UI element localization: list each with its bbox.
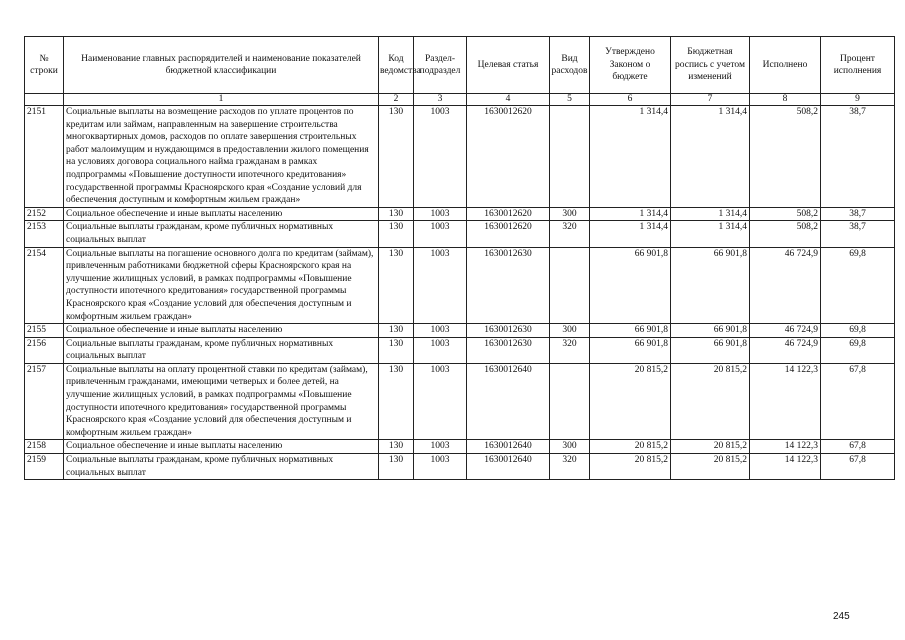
row-number: 2152 <box>25 207 64 221</box>
row-revised: 1 314,4 <box>671 221 750 247</box>
row-executed: 14 122,3 <box>750 454 821 480</box>
row-revised: 1 314,4 <box>671 207 750 221</box>
row-executed: 508,2 <box>750 106 821 208</box>
row-exp-type: 320 <box>550 454 590 480</box>
row-target: 1630012630 <box>467 337 550 363</box>
table-row <box>25 207 895 221</box>
column-number: 2 <box>379 94 414 106</box>
column-number: 1 <box>64 94 379 106</box>
row-name: Социальное обеспечение и иные выплаты населению <box>64 324 379 338</box>
row-target: 1630012630 <box>467 324 550 338</box>
header-section: Раздел-подраздел <box>414 37 467 94</box>
row-executed: 46 724,9 <box>750 337 821 363</box>
row-section: 1003 <box>414 221 467 247</box>
row-revised: 66 901,8 <box>671 324 750 338</box>
row-revised: 20 815,2 <box>671 454 750 480</box>
row-approved: 1 314,4 <box>590 207 671 221</box>
row-section: 1003 <box>414 207 467 221</box>
row-section: 1003 <box>414 440 467 454</box>
row-approved: 1 314,4 <box>590 221 671 247</box>
header-exp-type: Вид расходов <box>550 37 590 94</box>
row-dept-code: 130 <box>379 324 414 338</box>
table-header-row <box>25 37 895 94</box>
header-dept-code: Код ведомства <box>379 37 414 94</box>
row-percent: 67,8 <box>821 454 895 480</box>
row-exp-type <box>550 363 590 440</box>
row-section: 1003 <box>414 106 467 208</box>
row-revised: 66 901,8 <box>671 247 750 324</box>
table-row <box>25 221 895 247</box>
column-number: 7 <box>671 94 750 106</box>
row-target: 1630012620 <box>467 221 550 247</box>
row-percent: 67,8 <box>821 363 895 440</box>
row-number: 2154 <box>25 247 64 324</box>
row-approved: 66 901,8 <box>590 337 671 363</box>
row-exp-type <box>550 247 590 324</box>
row-number: 2153 <box>25 221 64 247</box>
row-revised: 1 314,4 <box>671 106 750 208</box>
row-name: Социальные выплаты гражданам, кроме публичных нормативных социальных выплат <box>64 221 379 247</box>
row-executed: 14 122,3 <box>750 363 821 440</box>
row-revised: 20 815,2 <box>671 440 750 454</box>
table-row <box>25 440 895 454</box>
row-number: 2156 <box>25 337 64 363</box>
row-target: 1630012640 <box>467 440 550 454</box>
table-row <box>25 106 895 208</box>
row-exp-type <box>550 106 590 208</box>
header-approved: Утверждено Законом о бюджете <box>590 37 671 94</box>
row-dept-code: 130 <box>379 363 414 440</box>
header-target: Целевая статья <box>467 37 550 94</box>
row-revised: 66 901,8 <box>671 337 750 363</box>
row-executed: 46 724,9 <box>750 247 821 324</box>
row-dept-code: 130 <box>379 207 414 221</box>
row-approved: 20 815,2 <box>590 454 671 480</box>
row-executed: 508,2 <box>750 221 821 247</box>
row-percent: 69,8 <box>821 324 895 338</box>
row-dept-code: 130 <box>379 454 414 480</box>
row-exp-type: 300 <box>550 207 590 221</box>
row-section: 1003 <box>414 337 467 363</box>
row-name: Социальные выплаты на погашение основного долга по кредитам (займам), привлеченным работниками бюджетной сферы Красноярского края на улучшение жилищных условий, в рамках подпрограммы «Повышение доступности ипотечного кредитования» государственной программы Красноярского края «Создание условий для обеспечения доступным и комфортным жильем граждан» <box>64 247 379 324</box>
table-row <box>25 337 895 363</box>
table-row <box>25 363 895 440</box>
row-exp-type: 300 <box>550 324 590 338</box>
table-row <box>25 247 895 324</box>
row-number: 2157 <box>25 363 64 440</box>
row-approved: 1 314,4 <box>590 106 671 208</box>
row-executed: 46 724,9 <box>750 324 821 338</box>
page-number: 245 <box>833 611 850 622</box>
row-dept-code: 130 <box>379 440 414 454</box>
row-number: 2159 <box>25 454 64 480</box>
row-approved: 20 815,2 <box>590 440 671 454</box>
header-row-no: № строки <box>25 37 64 94</box>
row-name: Социальные выплаты гражданам, кроме публичных нормативных социальных выплат <box>64 337 379 363</box>
row-approved: 66 901,8 <box>590 247 671 324</box>
column-number <box>25 94 64 106</box>
row-exp-type: 320 <box>550 221 590 247</box>
row-dept-code: 130 <box>379 106 414 208</box>
row-section: 1003 <box>414 363 467 440</box>
row-number: 2151 <box>25 106 64 208</box>
row-dept-code: 130 <box>379 337 414 363</box>
row-dept-code: 130 <box>379 221 414 247</box>
row-approved: 20 815,2 <box>590 363 671 440</box>
row-percent: 67,8 <box>821 440 895 454</box>
row-number: 2158 <box>25 440 64 454</box>
row-revised: 20 815,2 <box>671 363 750 440</box>
row-dept-code: 130 <box>379 247 414 324</box>
row-section: 1003 <box>414 454 467 480</box>
column-number-row <box>25 94 895 106</box>
row-name: Социальные выплаты на возмещение расходов по уплате процентов по кредитам или займам, направленным на завершение строительства многоквартирных домов, расходов по оплате завершения строительных работ малоимущим и нуждающимся в предоставлении жилого помещения на условиях договора социального найма гражданам в рамках подпрограммы «Повышение доступности ипотечного кредитования» государственной программы Красноярского края «Создание условий для обеспечения доступным и комфортным жильем граждан» <box>64 106 379 208</box>
header-executed: Исполнено <box>750 37 821 94</box>
row-percent: 38,7 <box>821 106 895 208</box>
row-percent: 69,8 <box>821 337 895 363</box>
table-row <box>25 454 895 480</box>
row-exp-type: 300 <box>550 440 590 454</box>
row-section: 1003 <box>414 247 467 324</box>
row-target: 1630012630 <box>467 247 550 324</box>
row-target: 1630012620 <box>467 207 550 221</box>
row-name: Социальное обеспечение и иные выплаты населению <box>64 440 379 454</box>
table-row <box>25 324 895 338</box>
row-approved: 66 901,8 <box>590 324 671 338</box>
row-executed: 14 122,3 <box>750 440 821 454</box>
row-executed: 508,2 <box>750 207 821 221</box>
row-target: 1630012640 <box>467 454 550 480</box>
row-target: 1630012640 <box>467 363 550 440</box>
column-number: 5 <box>550 94 590 106</box>
column-number: 8 <box>750 94 821 106</box>
header-revised: Бюджетная роспись с учетом изменений <box>671 37 750 94</box>
header-name: Наименование главных распорядителей и наименование показателей бюджетной классификации <box>64 37 379 94</box>
row-number: 2155 <box>25 324 64 338</box>
column-number: 6 <box>590 94 671 106</box>
row-target: 1630012620 <box>467 106 550 208</box>
row-name: Социальное обеспечение и иные выплаты населению <box>64 207 379 221</box>
row-exp-type: 320 <box>550 337 590 363</box>
row-name: Социальные выплаты на оплату процентной ставки по кредитам (займам), привлеченным гражданами, имеющими четверых и более детей, на улучшение жилищных условий, в рамках подпрограммы «Повышение доступности ипотечного кредитования» государственной программы Красноярского края «Создание условий для обеспечения доступным и комфортным жильем граждан» <box>64 363 379 440</box>
budget-table <box>24 36 895 480</box>
column-number: 4 <box>467 94 550 106</box>
row-percent: 38,7 <box>821 207 895 221</box>
row-section: 1003 <box>414 324 467 338</box>
row-name: Социальные выплаты гражданам, кроме публичных нормативных социальных выплат <box>64 454 379 480</box>
column-number: 9 <box>821 94 895 106</box>
row-percent: 69,8 <box>821 247 895 324</box>
column-number: 3 <box>414 94 467 106</box>
row-percent: 38,7 <box>821 221 895 247</box>
header-percent: Процент исполнения <box>821 37 895 94</box>
